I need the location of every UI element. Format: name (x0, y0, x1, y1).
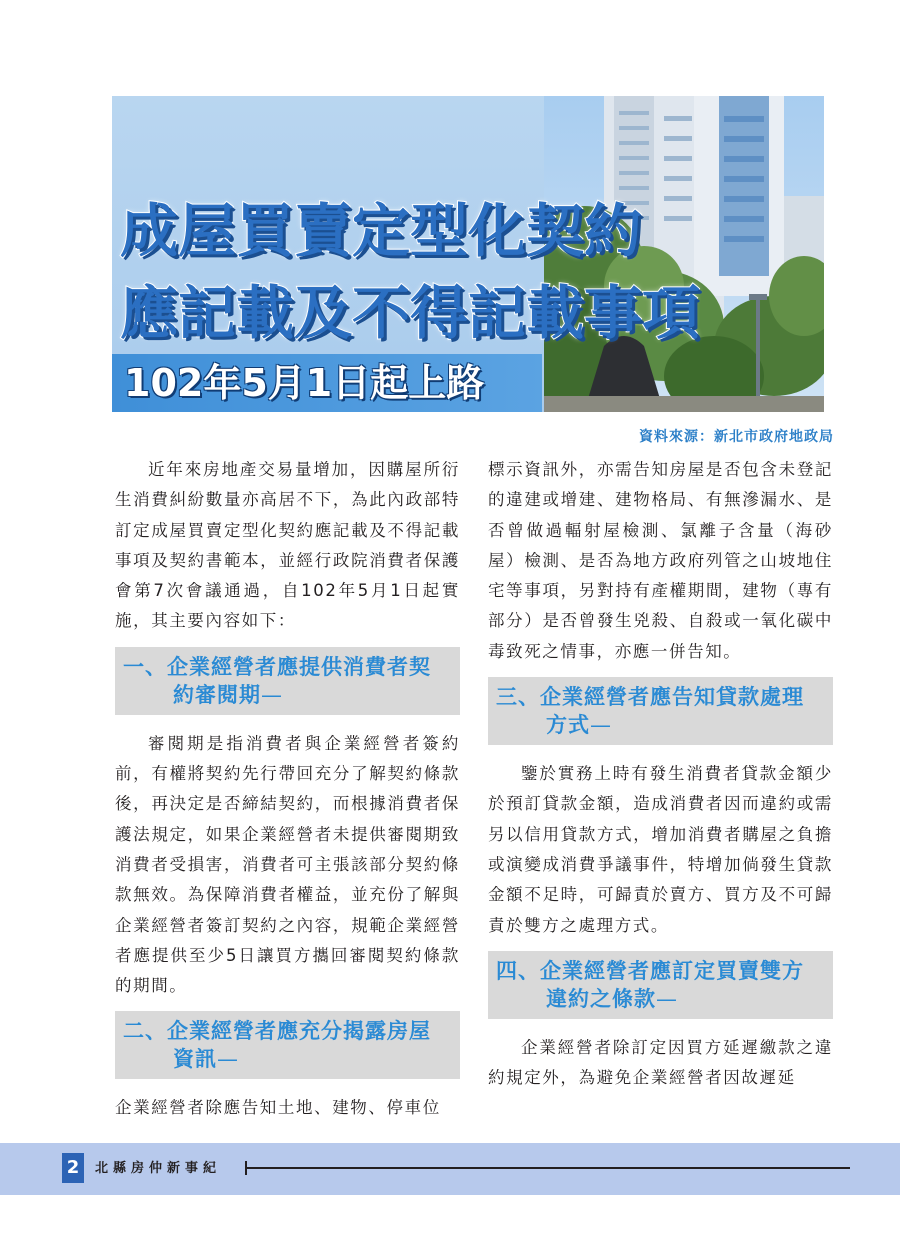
section-heading-4 (488, 951, 833, 1019)
page-number: 2 (62, 1153, 84, 1183)
section-title-a: 企業經營者應充分揭露房屋 (167, 1019, 431, 1044)
intro-paragraph: 近年來房地產交易量增加，因購屋所衍生消費糾紛數量亦高居不下，為此內政部特訂定成屋買賣定型化契約應記載及不得記載事項及契約書範本，並經行政院消費者保護會第7次會議通過，自102年5月1日起實施，其主要內容如下： (115, 460, 460, 631)
section-title-a: 企業經營者應提供消費者契 (167, 654, 431, 679)
subtitle: 102年5月1日起上路 (124, 361, 485, 405)
section-number: 四、 (496, 958, 540, 983)
section-3-body: 鑒於實務上時有發生消費者貸款金額少於預訂貸款金額，造成消費者因而違約或需另以信用貸款方式，增加消費者購屋之負擔或演變成消費爭議事件，特增加倘發生貸款金額不足時，可歸責於賣方、買方及不可歸責於雙方之處理方式。 (488, 764, 833, 935)
subtitle-bar (112, 354, 542, 412)
title-line-1: 成屋買賣定型化契約 (120, 197, 643, 265)
publication-name: 北縣房仲新事紀 (95, 1161, 222, 1176)
title-line-2: 應記載及不得記載事項 (120, 279, 701, 347)
section-title-b: 違約之條款 (546, 986, 656, 1011)
heading-dash: — (217, 1047, 239, 1072)
section-title-b: 方式 (546, 713, 590, 738)
section-title-a: 企業經營者應訂定買賣雙方 (540, 958, 804, 983)
title-banner (112, 96, 824, 412)
heading-dash: — (261, 682, 283, 707)
section-number: 一、 (123, 654, 167, 679)
section-title-a: 企業經營者應告知貸款處理 (540, 685, 804, 710)
right-column (488, 455, 833, 1093)
section-number: 二、 (123, 1019, 167, 1044)
section-1-body: 審閱期是指消費者與企業經營者簽約前，有權將契約先行帶回充分了解契約條款後，再決定是否締結契約，而根據消費者保護法規定，如果企業經營者未提供審閱期致消費者受損害，消費者可主張該部分契約條款無效。為保障消費者權益，並充份了解與企業經營者簽訂契約之內容，規範企業經營者應提供至少5日讓買方攜回審閱契約條款的期間。 (115, 733, 460, 996)
section-heading-2 (115, 1011, 460, 1079)
section-heading-3 (488, 677, 833, 745)
heading-dash: — (656, 986, 678, 1011)
heading-dash: — (590, 713, 612, 738)
section-2-body: 企業經營者除應告知土地、建物、停車位 (115, 1098, 441, 1118)
footer-rule (245, 1167, 850, 1169)
section-number: 三、 (496, 685, 540, 710)
section-2-continued: 標示資訊外，亦需告知房屋是否包含未登記的違建或增建、建物格局、有無滲漏水、是否曾做過輻射屋檢測、氯離子含量（海砂屋）檢測、是否為地方政府列管之山坡地住宅等事項，另對持有產權期間，建物（專有部分）是否曾發生兇殺、自殺或一氧化碳中毒致死之情事，亦應一併告知。 (488, 460, 833, 661)
section-heading-1 (115, 647, 460, 715)
section-4-body: 企業經營者除訂定因買方延遲繳款之違約規定外，為避免企業經營者因故遲延 (488, 1037, 833, 1088)
section-title-b: 資訊 (173, 1047, 217, 1072)
page-footer (0, 1143, 900, 1195)
section-title-b: 約審閱期 (173, 682, 261, 707)
source-credit: 資料來源：新北市政府地政局 (639, 429, 834, 445)
left-column (115, 455, 460, 1124)
